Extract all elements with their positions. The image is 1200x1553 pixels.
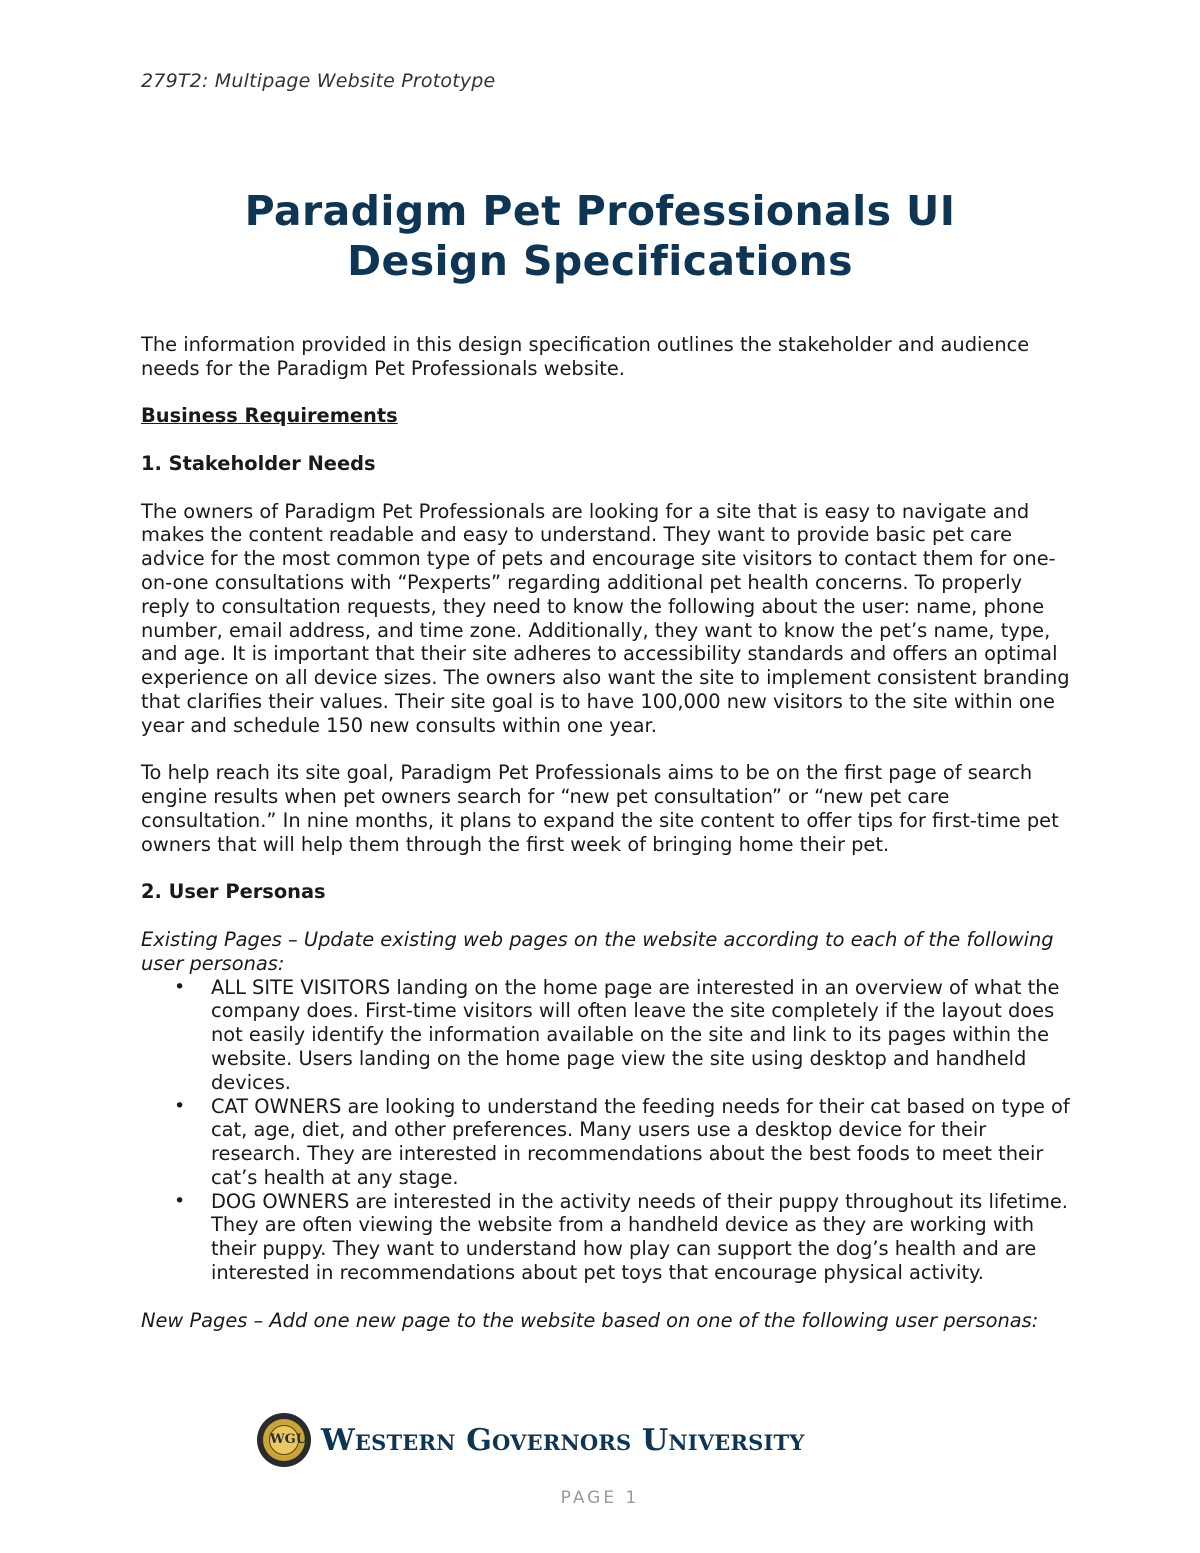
user-personas-heading: 2. User Personas [141, 880, 326, 904]
existing-pages-intro: Existing Pages – Update existing web pages on the website according to each of the following user personas: [141, 927, 1054, 975]
wgu-wordmark: Western Governors University [321, 1422, 805, 1458]
title-line-2: Design Specifications [347, 237, 853, 285]
list-item [141, 1190, 1071, 1285]
title-line-1: Paradigm Pet Professionals UI [244, 187, 956, 235]
wgu-logo [257, 1412, 805, 1468]
new-pages-intro: New Pages – Add one new page to the website based on one of the following user personas: [141, 1308, 1039, 1332]
bullet-icon: • [174, 1094, 186, 1117]
page-number: PAGE 1 [560, 1488, 640, 1508]
persona-text: DOG OWNERS are interested in the activity needs of their puppy throughout its lifetime. They are often viewing the website from a handheld device as they are working with their puppy. They want to understand how play can support the dog’s health and are interested in recommendations about pet toys that encourage physical activity. [211, 1189, 1068, 1285]
document-body [141, 333, 1071, 1332]
seal-text: WGU [269, 1425, 299, 1455]
persona-text: ALL SITE VISITORS landing on the home page are interested in an overview of what the company does. First-time visitors will often leave the site completely if the layout does not easily identify the information available on the site and link to its pages within the website. Users landing on the home page view the site using desktop and handheld devices. [211, 975, 1060, 1094]
stakeholder-paragraph-1: The owners of Paradigm Pet Professionals are looking for a site that is easy to navigate and makes the content readable and easy to understand. They want to provide basic pet care advice for the most common type of pets and encourage site visitors to contact them for one-on-one consultations with “Pexperts” regarding additional pet health concerns. To properly reply to consultation requests, they need to know the following about the user: name, phone number, email address, and time zone. Additionally, they want to know the pet’s name, type, and age. It is important that their site adheres to accessibility standards and offers an optimal experience on all device sizes. The owners also want the site to implement consistent branding that clarifies their values. Their site goal is to have 100,000 new visitors to the site within one year and schedule 150 new consults within one year. [141, 499, 1070, 737]
persona-list [141, 976, 1071, 1285]
wgu-seal-icon [257, 1413, 311, 1467]
course-header: 279T2: Multipage Website Prototype [141, 70, 496, 92]
document-title [120, 186, 1080, 286]
persona-text: CAT OWNERS are looking to understand the feeding needs for their cat based on type of cat, age, diet, and other preferences. Many users use a desktop device for their research. They are interested in recommendations about the best foods to meet their cat’s health at any stage. [211, 1094, 1070, 1189]
stakeholder-needs-heading: 1. Stakeholder Needs [141, 451, 376, 475]
stakeholder-paragraph-2: To help reach its site goal, Paradigm Pet Professionals aims to be on the first page of search engine results when pet owners search for “new pet consultation” or “new pet care consultation.” In nine months, it plans to expand the site content to offer tips for first-time pet owners that will help them through the first week of bringing home their pet. [141, 761, 1059, 856]
intro-paragraph: The information provided in this design specification outlines the stakeholder and audience needs for the Paradigm Pet Professionals website. [141, 333, 1030, 380]
list-item [141, 976, 1071, 1095]
list-item [141, 1095, 1071, 1190]
bullet-icon: • [174, 1189, 186, 1212]
business-requirements-heading: Business Requirements [141, 404, 398, 428]
bullet-icon: • [174, 975, 186, 998]
